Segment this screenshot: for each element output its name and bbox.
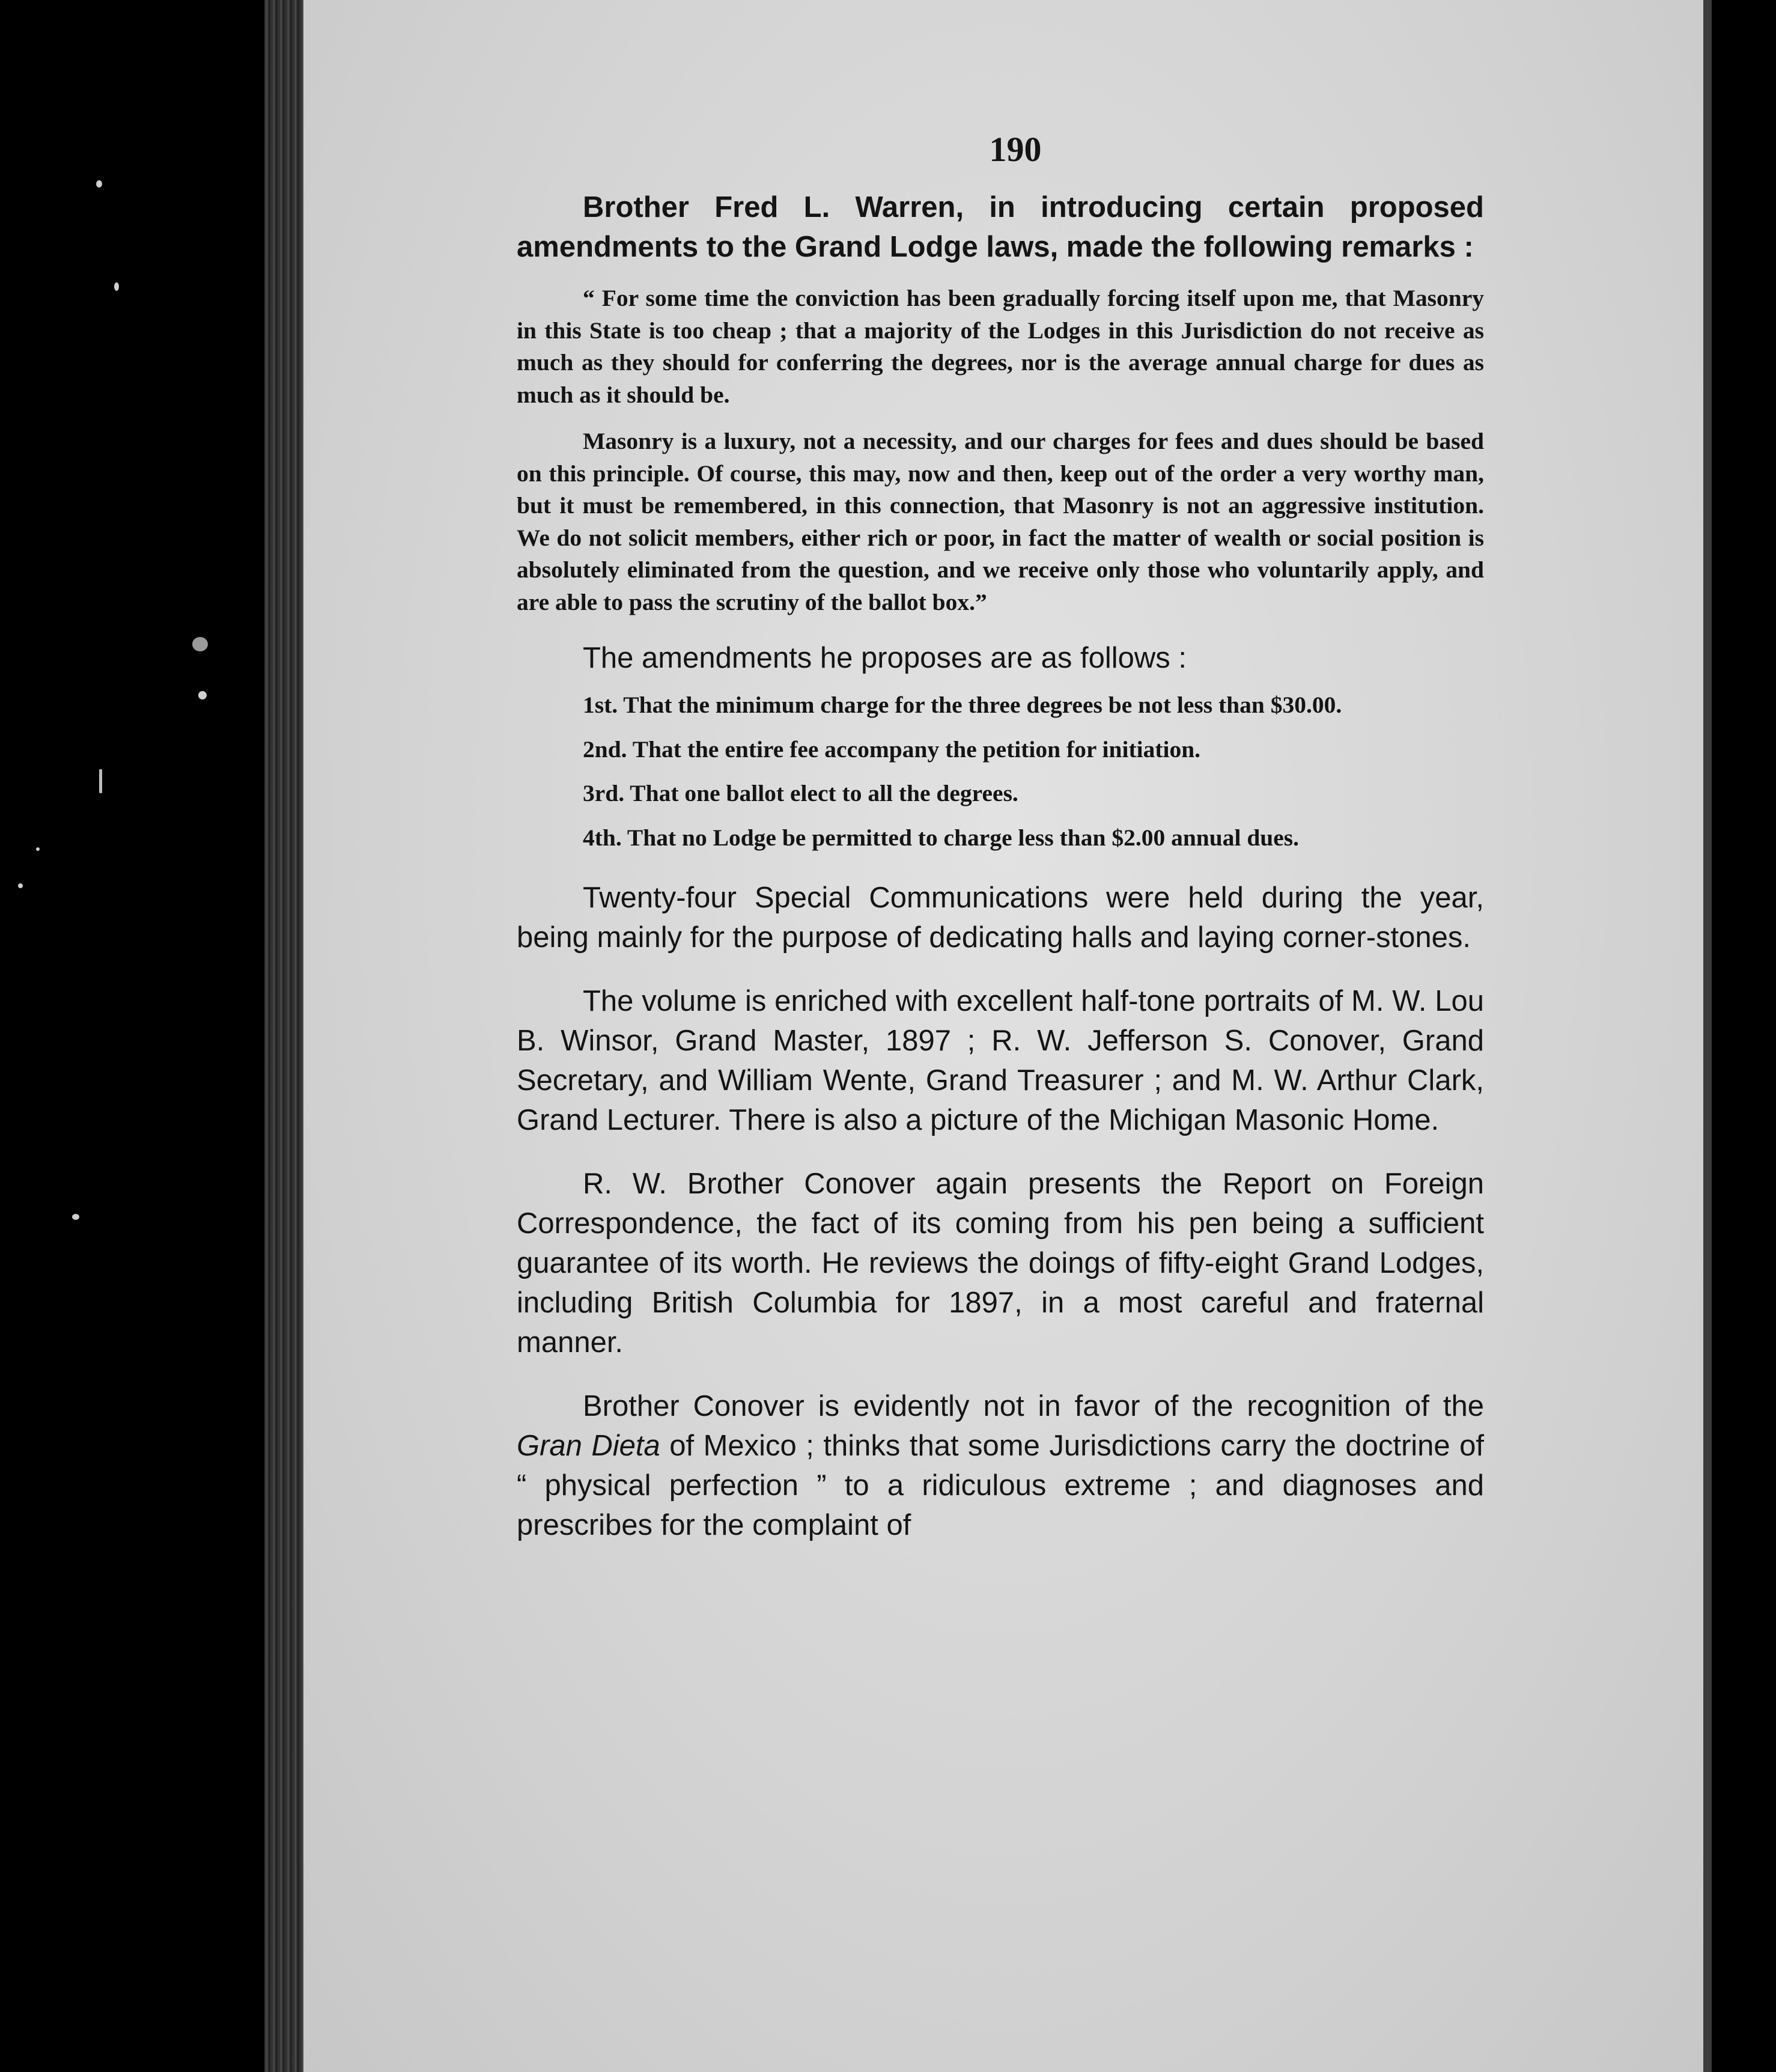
amendment-1: 1st. That the minimum charge for the three degrees be not less than $30.00.: [583, 692, 1342, 718]
right-page-edge: [1703, 0, 1776, 2072]
foreign-correspondence-paragraph: R. W. Brother Conover again presents the Report on Foreign Correspondence, the fact of its coming from his pen being a sufficient guarantee of its worth. He reviews the doings of fifty-eight Grand Lodges, including British Columbia for 1897, in a most careful and fraternal manner.: [517, 1168, 1484, 1359]
amendments-intro: The amendments he proposes are as follows :: [583, 642, 1187, 674]
page-edge-stack: [264, 0, 306, 2072]
gran-dieta-text-after: of Mexico ; thinks that some Jurisdictions carry the doctrine of “ physical perfection ” to a ridiculous extreme ; and diagnoses and prescribes for the complaint of: [517, 1430, 1484, 1541]
gran-dieta-italic: Gran Dieta: [517, 1430, 660, 1462]
amendment-3: 3rd. That one ballot elect to all the degrees.: [583, 780, 1018, 806]
scan-margin-specks: [0, 0, 264, 2072]
amendment-4: 4th. That no Lodge be permitted to charge less than $2.00 annual dues.: [583, 824, 1300, 851]
gran-dieta-text-before: Brother Conover is evidently not in favor of the recognition of the: [583, 1390, 1484, 1422]
dust-speck: [72, 1214, 79, 1220]
special-communications-paragraph: Twenty-four Special Communications were held during the year, being mainly for the purpose of dedicating halls and laying corner-stones.: [517, 882, 1484, 954]
dust-speck: [99, 769, 102, 793]
quote-paragraph-1: “ For some time the conviction has been gradually forcing itself upon me, that Masonry in this State is too cheap ; that a majority of the Lodges in this Jurisdiction do not receive as much as they should for conferring the degrees, nor is the average annual charge for dues as much as it should be.: [517, 285, 1484, 408]
intro-paragraph: Brother Fred L. Warren, in introducing certain proposed amendments to the Grand Lodge laws, made the following remarks :: [517, 191, 1484, 263]
dust-speck: [114, 282, 119, 291]
page-rim: [1703, 0, 1712, 2072]
dust-speck: [36, 847, 40, 851]
dust-speck: [192, 637, 208, 651]
dust-speck: [198, 691, 207, 699]
page-content: [517, 129, 1484, 1545]
dust-speck: [18, 883, 23, 888]
amendment-2: 2nd. That the entire fee accompany the petition for initiation.: [583, 736, 1201, 763]
page-number: 190: [989, 130, 1042, 169]
gran-dieta-paragraph: [517, 1386, 1484, 1545]
portraits-paragraph: The volume is enriched with excellent half-tone portraits of M. W. Lou B. Winsor, Grand Master, 1897 ; R. W. Jefferson S. Conover, Grand Secretary, and William Wente, Grand Treasurer ; and M. W. Arthur Clark, Grand Lecturer. There is also a picture of the Michigan Masonic Home.: [517, 985, 1484, 1136]
dust-speck: [96, 180, 102, 187]
quote-paragraph-2: Masonry is a luxury, not a necessity, and our charges for fees and dues should be based on this principle. Of course, this may, now and then, keep out of the order a very worthy man, but it must be remembered, in this connection, that Masonry is not an aggressive institution. We do not solicit members, either rich or poor, in fact the matter of wealth or social position is absolutely eliminated from the question, and we receive only those who voluntarily apply, and are able to pass the scrutiny of the ballot box.”: [517, 428, 1484, 615]
